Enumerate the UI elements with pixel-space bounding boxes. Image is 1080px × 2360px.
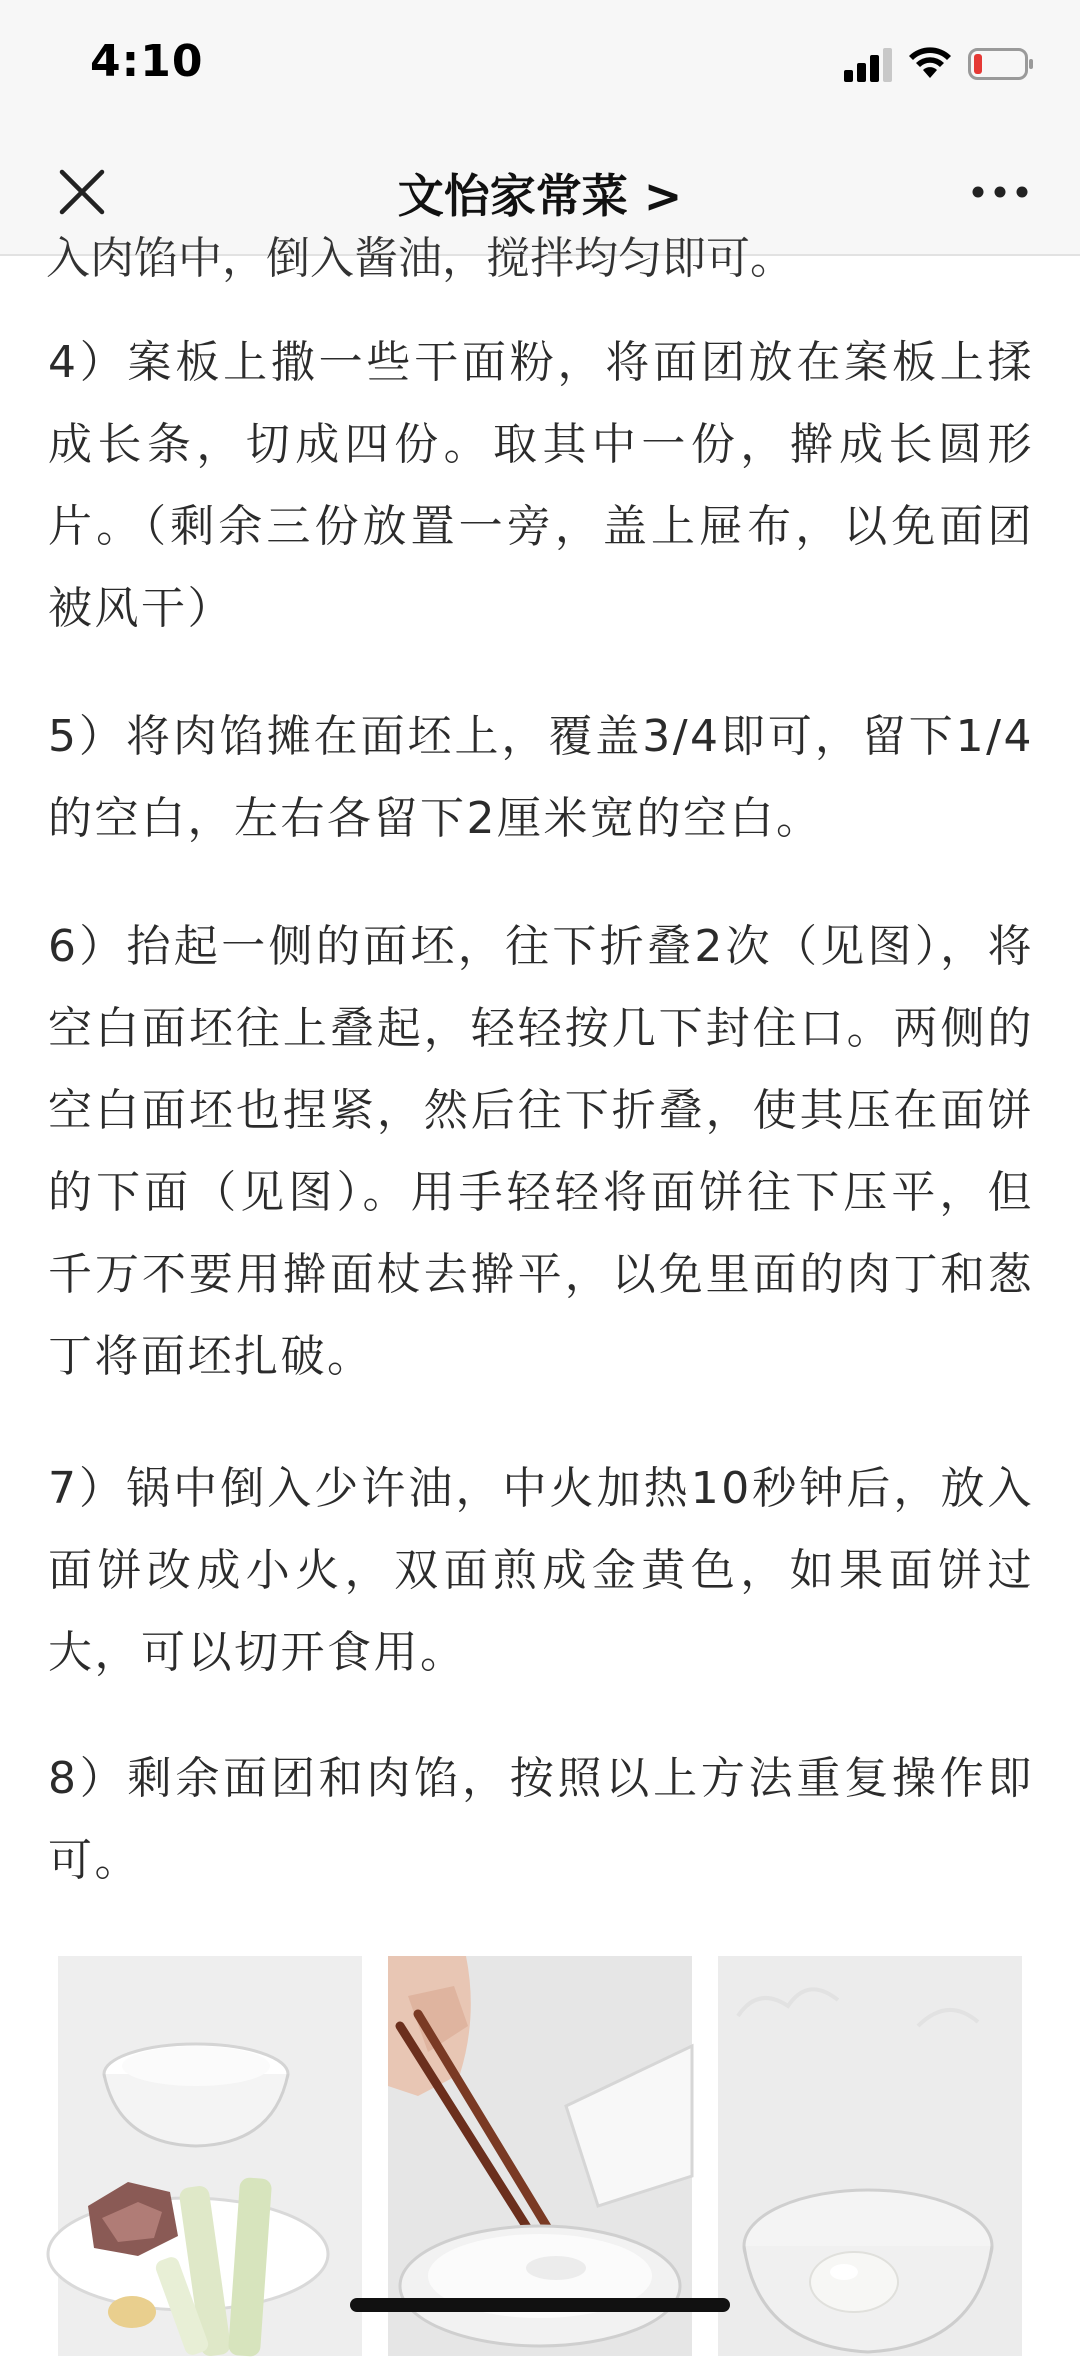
step-8-text: 8）剩余面团和肉馅，按照以上方法重复操作即可。 — [48, 1753, 1034, 1886]
step-4-text: 4）案板上撒一些干面粉，将面团放在案板上揉成长条，切成四份。取其中一份，擀成长圆形片。（剩余三份放置一旁，盖上屉布，以免面团被风干） — [48, 337, 1034, 634]
flour-meat-scallion-photo[interactable] — [58, 1956, 362, 2356]
more-icon[interactable] — [970, 172, 1030, 212]
wifi-icon — [906, 42, 954, 82]
home-indicator[interactable] — [350, 2298, 730, 2312]
status-bar — [0, 0, 1080, 130]
close-icon[interactable] — [52, 162, 112, 222]
status-time: 4:10 — [90, 36, 204, 87]
step-5-text: 5）将肉馅摊在面坯上，覆盖3/4即可，留下1/4的空白，左右各留下2厘米宽的空白。 — [48, 711, 1034, 844]
chopsticks-mixing-flour-photo[interactable] — [388, 1956, 692, 2356]
step-7-text: 7）锅中倒入少许油，中火加热10秒钟后，放入面饼改成小火，双面煎成金黄色，如果面饼过大，可以切开食用。 — [48, 1463, 1034, 1678]
account-name-link[interactable]: 文怡家常菜 > — [397, 169, 683, 223]
dough-in-bowl-photo[interactable] — [718, 1956, 1022, 2356]
step-photos — [58, 1956, 1022, 2356]
step-6-text: 6）抬起一侧的面坯，往下折叠2次（见图），将空白面坯往上叠起，轻轻按几下封住口。两侧的空白面坯也捏紧，然后往下折叠，使其压在面饼的下面（见图）。用手轻轻将面饼往下压平，但千万不要用擀面杖去擀平，以免里面的肉丁和葱丁将面坯扎破。 — [48, 921, 1034, 1382]
article-body — [0, 233, 1080, 2339]
signal-icon — [844, 46, 896, 82]
battery-icon — [968, 48, 1034, 80]
nav-title-container — [0, 160, 1080, 226]
cut-off-text-line: 入肉馅中，倒入酱油，搅拌均匀即可。 — [46, 233, 794, 284]
